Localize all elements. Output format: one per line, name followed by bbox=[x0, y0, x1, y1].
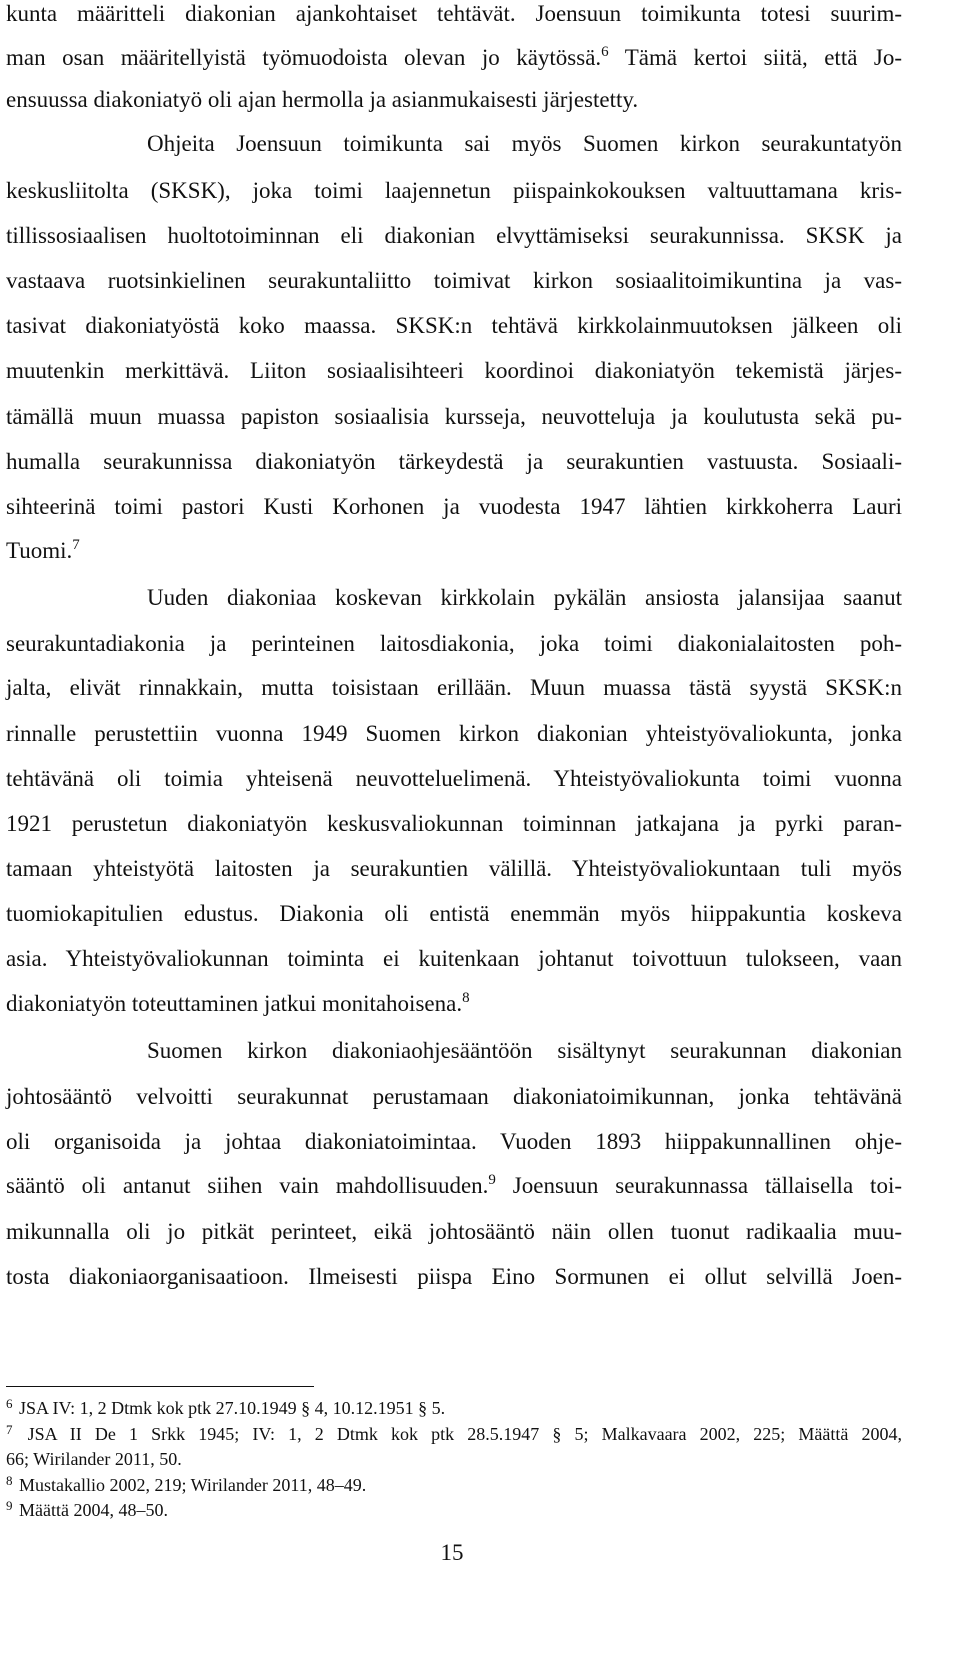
footnote-ref[interactable]: 7 bbox=[72, 537, 80, 553]
footnote bbox=[6, 1397, 902, 1419]
footnote-ref[interactable]: 8 bbox=[462, 990, 470, 1006]
body-line: rinnalle perustettiin vuonna 1949 Suomen kirkon diakonian yhteistyövaliokunta, jonka bbox=[6, 721, 902, 746]
body-line: mikunnalla oli jo pitkät perinteet, eikä johtosääntö näin ollen tuonut radikaalia muu- bbox=[6, 1219, 902, 1244]
body-line: asia. Yhteistyövaliokunnan toiminta ei kuitenkaan johtanut toivottuun tulokseen, vaan bbox=[6, 946, 902, 971]
body-line: seurakuntadiakonia ja perinteinen laitosdiakonia, joka toimi diakonialaitosten poh- bbox=[6, 631, 902, 656]
footnote bbox=[6, 1474, 902, 1496]
body-line: tämällä muun muassa papiston sosiaalisia kursseja, neuvotteluja ja koulutusta sekä pu- bbox=[6, 404, 902, 429]
footnote-ref[interactable]: 6 bbox=[601, 44, 609, 60]
body-line: jalta, elivät rinnakkain, mutta toisistaan erillään. Muun muassa tästä syystä SKSK:n bbox=[6, 675, 902, 700]
body-line bbox=[6, 531, 902, 571]
text-run: Tuomi. bbox=[6, 538, 73, 563]
footnote-text: Määttä 2004, 48–50. bbox=[19, 1500, 168, 1520]
body-line: keskusliitolta (SKSK), joka toimi laajennetun piispainkokouksen valtuuttamana kris- bbox=[6, 178, 902, 203]
body-line bbox=[6, 38, 902, 78]
body-line: johtosääntö velvoitti seurakunnat perustamaan diakoniatoimikunnan, jonka tehtävänä bbox=[6, 1084, 902, 1109]
footnote-number: 7 bbox=[6, 1422, 13, 1437]
body-line: ensuussa diakoniatyö oli ajan hermolla ja asianmukaisesti järjestetty. bbox=[6, 87, 639, 112]
body-line: sihteerinä toimi pastori Kusti Korhonen ja vuodesta 1947 lähtien kirkkoherra Lauri bbox=[6, 494, 902, 519]
body-line: tasivat diakoniatyöstä koko maassa. SKSK:n tehtävä kirkkolainmuutoksen jälkeen oli bbox=[6, 313, 902, 338]
body-line: muutenkin merkittävä. Liiton sosiaalisihteeri koordinoi diakoniatyön tekemistä järjes- bbox=[6, 358, 902, 383]
body-line: 1921 perustetun diakoniatyön keskusvaliokunnan toiminnan jatkajana ja pyrki paran- bbox=[6, 811, 902, 836]
page-number: 15 bbox=[440, 1540, 464, 1565]
body-line: Ohjeita Joensuun toimikunta sai myös Suomen kirkon seurakuntatyön bbox=[147, 131, 902, 156]
body-line: vastaava ruotsinkielinen seurakuntaliitto toimivat kirkon sosiaalitoimikuntina ja vas- bbox=[6, 268, 902, 293]
footnote-number: 6 bbox=[6, 1396, 13, 1411]
footnote-text: JSA II De 1 Srkk 1945; IV: 1, 2 Dtmk kok ptk 28.5.1947 § 5; Malkavaara 2002, 225; Määttä 2004, bbox=[27, 1424, 902, 1444]
body-line: Uuden diakoniaa koskevan kirkkolain pykälän ansiosta jalansijaa saanut bbox=[147, 585, 902, 610]
body-line: humalla seurakunnissa diakoniatyön tärkeydestä ja seurakuntien vastuusta. Sosiaali- bbox=[6, 449, 902, 474]
footnote-ref[interactable]: 9 bbox=[488, 1172, 496, 1188]
body-line: tillissosiaalisen huoltotoiminnan eli diakonian elvyttämiseksi seurakunnissa. SKSK ja bbox=[6, 223, 902, 248]
body-line: tamaan yhteistyötä laitosten ja seurakuntien välillä. Yhteistyövaliokuntaan tuli myös bbox=[6, 856, 902, 881]
body-line: tosta diakoniaorganisaatioon. Ilmeisesti piispa Eino Sormunen ei ollut selvillä Joen- bbox=[6, 1264, 902, 1289]
body-line: tehtävänä oli toimia yhteisenä neuvotteluelimenä. Yhteistyövaliokunta toimi vuonna bbox=[6, 766, 902, 791]
body-line: kunta määritteli diakonian ajankohtaiset tehtävät. Joensuun toimikunta totesi suurim- bbox=[6, 1, 902, 26]
text-run: diakoniatyön toteuttaminen jatkui monitahoisena. bbox=[6, 991, 463, 1016]
body-line: oli organisoida ja johtaa diakoniatoimintaa. Vuoden 1893 hiippakunnallinen ohje- bbox=[6, 1129, 902, 1154]
footnote-text: JSA IV: 1, 2 Dtmk kok ptk 27.10.1949 § 4, 10.12.1951 § 5. bbox=[19, 1398, 446, 1418]
footnote-text: Mustakallio 2002, 219; Wirilander 2011, 48–49. bbox=[19, 1475, 367, 1495]
footnote bbox=[6, 1423, 902, 1445]
body-line: tuomiokapitulien edustus. Diakonia oli entistä enemmän myös hiippakuntia koskeva bbox=[6, 901, 902, 926]
footnote-separator bbox=[6, 1386, 314, 1387]
text-run: sääntö oli antanut siihen vain mahdollisuuden. bbox=[6, 1173, 489, 1198]
footnote-number: 9 bbox=[6, 1498, 13, 1513]
footnote-number: 8 bbox=[6, 1473, 13, 1488]
body-line bbox=[6, 1166, 902, 1206]
body-line bbox=[6, 984, 902, 1024]
text-run: man osan määritellyistä työmuodoista olevan jo käytössä. bbox=[6, 45, 602, 70]
footnote bbox=[6, 1499, 902, 1521]
body-line: Suomen kirkon diakoniaohjesääntöön sisältynyt seurakunnan diakonian bbox=[147, 1038, 902, 1063]
text-run: Tämä kertoi siitä, että Jo- bbox=[608, 45, 902, 70]
text-run: Joensuun seurakunnassa tällaisella toi- bbox=[495, 1173, 902, 1198]
footnote-continuation: 66; Wirilander 2011, 50. bbox=[6, 1449, 182, 1469]
